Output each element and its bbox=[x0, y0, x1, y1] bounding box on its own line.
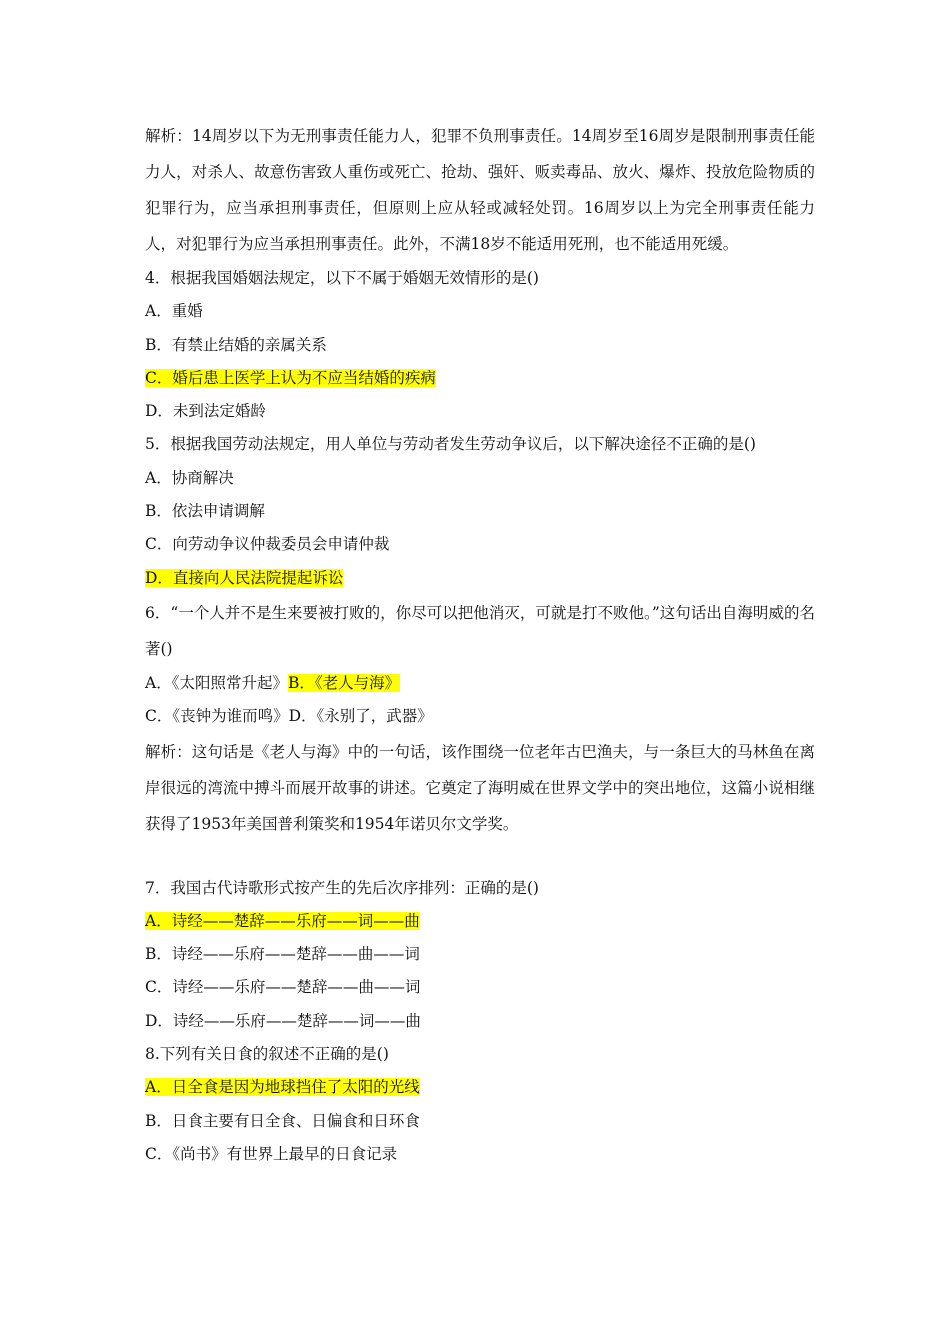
spacer bbox=[145, 842, 815, 872]
analysis-paragraph: 解析：这句话是《老人与海》中的一句话，该作围绕一位老年古巴渔夫，与一条巨大的马林鱼在离岸很远的湾流中搏斗而展开故事的讲述。它奠定了海明威在世界文学中的突出地位，这篇小说相继获得了1953年美国普利策奖和1954年诺贝尔文学奖。 bbox=[145, 742, 815, 833]
answer-highlight: A．诗经——楚辞——乐府——词——曲 bbox=[145, 911, 420, 930]
question-text: 6．“一个人并不是生来要被打败的，你尽可以把他消灭，可就是打不败他。”这句话出自海明威的名著() bbox=[145, 603, 815, 658]
question-text: 8.下列有关日食的叙述不正确的是() bbox=[145, 1045, 389, 1064]
option-b: B．日食主要有日全食、日偏食和日环食 bbox=[145, 1111, 420, 1130]
question-5 bbox=[145, 428, 815, 594]
option-b-answer: B．《老人与海》 bbox=[287, 673, 401, 692]
answer-highlight: C．婚后患上医学上认为不应当结婚的疾病 bbox=[145, 368, 436, 387]
option-b: B．有禁止结婚的亲属关系 bbox=[145, 335, 327, 354]
option-row-cd bbox=[145, 700, 815, 733]
question-text: 4．根据我国婚姻法规定，以下不属于婚姻无效情形的是() bbox=[145, 269, 539, 287]
option-d: D．《永别了，武器》 bbox=[288, 707, 433, 726]
option-c: C．诗经——乐府——楚辞——曲——词 bbox=[145, 978, 421, 997]
option-d: D．诗经——乐府——楚辞——词——曲 bbox=[145, 1011, 421, 1030]
option-b: B．诗经——乐府——楚辞——曲——词 bbox=[145, 945, 420, 964]
question-text: 7．我国古代诗歌形式按产生的先后次序排列：正确的是() bbox=[145, 878, 539, 897]
question-6 bbox=[145, 595, 815, 842]
option-a-answer bbox=[145, 1071, 815, 1104]
question-text: 5．根据我国劳动法规定，用人单位与劳动者发生劳动争议后，以下解决途径不正确的是() bbox=[145, 435, 756, 454]
question-7 bbox=[145, 872, 815, 1038]
option-a: A．《太阳照常升起》 bbox=[145, 673, 288, 692]
option-c: C．向劳动争议仲裁委员会申请仲裁 bbox=[145, 535, 390, 554]
option-c-answer bbox=[145, 362, 815, 395]
option-b: B．依法申请调解 bbox=[145, 502, 265, 521]
question-8 bbox=[145, 1038, 815, 1171]
answer-highlight: D．直接向人民法院提起诉讼 bbox=[145, 568, 344, 587]
option-a-answer bbox=[145, 905, 815, 938]
option-d-answer bbox=[145, 562, 815, 595]
document-page bbox=[145, 118, 815, 1171]
analysis-paragraph: 解析：14周岁以下为无刑事责任能力人，犯罪不负刑事责任。14周岁至16周岁是限制刑事责任能力人，对杀人、故意伤害致人重伤或死亡、抢劫、强奸、贩卖毒品、放火、爆炸、投放危险物质的犯罪行为，应当承担刑事责任，但原则上应从轻或减轻处罚。16周岁以上为完全刑事责任能力人，对犯罪行为应当承担刑事责任。此外，不满18岁不能适用死刑，也不能适用死缓。 bbox=[145, 127, 815, 253]
option-a: A．协商解决 bbox=[145, 468, 234, 487]
question-4 bbox=[145, 262, 815, 428]
option-c: C．《丧钟为谁而鸣》 bbox=[145, 707, 289, 726]
option-d: D．未到法定婚龄 bbox=[145, 402, 266, 421]
option-row-ab bbox=[145, 667, 815, 700]
answer-highlight: A．日全食是因为地球挡住了太阳的光线 bbox=[145, 1078, 420, 1097]
option-c: C．《尚书》有世界上最早的日食记录 bbox=[145, 1144, 398, 1163]
option-a: A．重婚 bbox=[145, 302, 203, 321]
